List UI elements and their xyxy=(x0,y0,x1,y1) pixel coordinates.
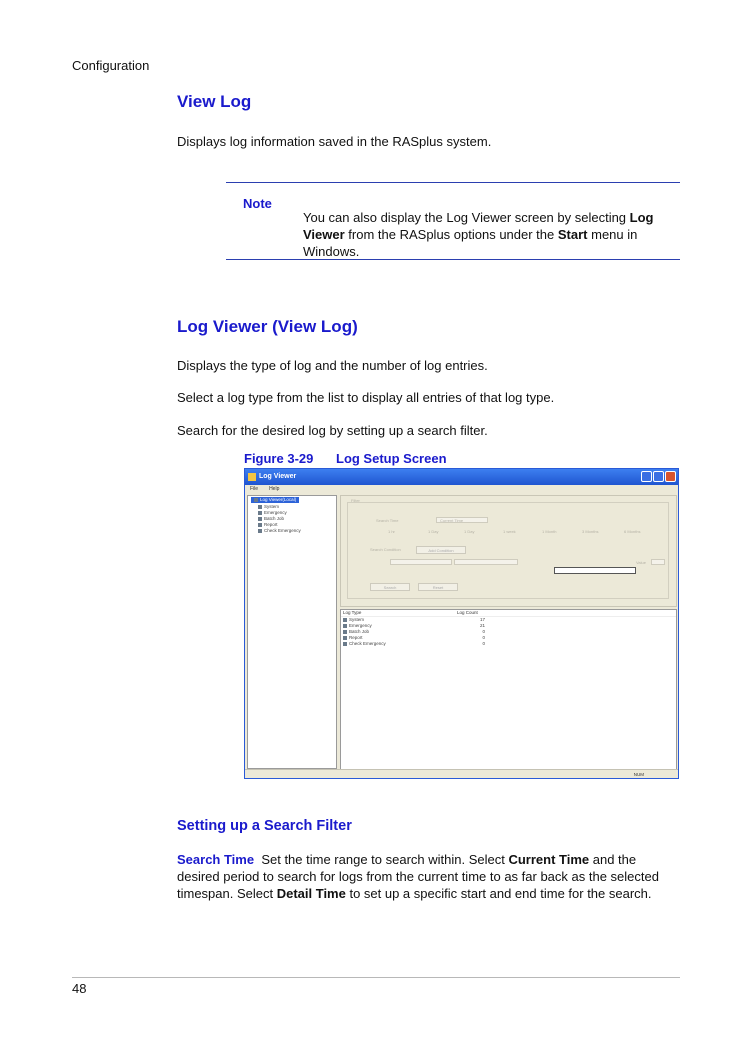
search-condition-label: Search Condition xyxy=(370,547,401,552)
log-viewer-screenshot xyxy=(244,468,679,779)
minimize-icon[interactable] xyxy=(641,471,652,482)
view-log-heading: View Log xyxy=(177,92,252,111)
column-header-log-count[interactable]: Log Count xyxy=(457,610,478,615)
table-row[interactable]: Report 0 xyxy=(341,635,676,641)
condition-field-select[interactable] xyxy=(390,559,452,565)
note-label: Note xyxy=(243,196,272,211)
app-icon xyxy=(248,473,256,481)
timespan-option-7[interactable]: 6 Months xyxy=(624,529,641,534)
figure-title: Log Setup Screen xyxy=(336,451,447,466)
log-icon xyxy=(258,529,262,533)
log-type-table xyxy=(340,609,677,770)
log-icon xyxy=(258,505,262,509)
timespan-option-4[interactable]: 1 week xyxy=(503,529,516,534)
value-label: Value xyxy=(636,560,646,565)
menu-file[interactable]: File xyxy=(250,486,259,492)
window-titlebar xyxy=(245,469,678,485)
close-icon[interactable] xyxy=(665,471,676,482)
condition-operator-select[interactable] xyxy=(454,559,518,565)
log-icon xyxy=(258,523,262,527)
log-viewer-para-2: Select a log type from the list to display all entries of that log type. xyxy=(177,390,555,405)
filter-group xyxy=(347,502,669,599)
search-time-paragraph: Search Time Set the time range to search within. Select Current Time and the desired period to search for logs from the current time to as far back as the selected timespan. Select Detail Time to set up a specific start and end time for the search. xyxy=(177,852,659,901)
log-icon xyxy=(343,636,347,640)
tree-root[interactable]: Log Viewer(Local) xyxy=(251,497,299,503)
status-num: NUM xyxy=(633,772,644,777)
folder-icon xyxy=(254,498,258,502)
window-title: Log Viewer xyxy=(259,473,297,480)
timespan-option-2[interactable]: 1 Day xyxy=(428,529,439,534)
condition-value-input[interactable] xyxy=(554,567,636,574)
timespan-option-3[interactable]: 1 Day xyxy=(464,529,475,534)
maximize-icon[interactable] xyxy=(653,471,664,482)
menu-help[interactable]: Help xyxy=(269,486,280,492)
timespan-option-1[interactable]: 1 hr xyxy=(388,529,395,534)
log-tree xyxy=(247,495,337,769)
value-select[interactable] xyxy=(651,559,665,565)
log-icon xyxy=(343,630,347,634)
figure-caption xyxy=(244,451,447,466)
filter-group-label: Filter xyxy=(351,498,360,503)
table-row[interactable]: Check Emergency 0 xyxy=(341,641,676,647)
note-top-rule xyxy=(226,182,680,183)
search-time-label: Search Time xyxy=(376,518,399,523)
log-icon xyxy=(343,642,347,646)
tree-item-batch-job[interactable]: Batch Job xyxy=(258,516,284,522)
tree-item-check-emergency[interactable]: Check Emergency xyxy=(258,528,301,534)
table-row[interactable]: Batch Job 0 xyxy=(341,629,676,635)
footer-rule xyxy=(72,977,680,978)
search-filter-heading: Setting up a Search Filter xyxy=(177,818,352,834)
log-icon xyxy=(258,517,262,521)
timespan-option-5[interactable]: 1 Month xyxy=(542,529,557,534)
running-header: Configuration xyxy=(72,58,150,73)
status-bar xyxy=(245,769,678,779)
log-viewer-para-3: Search for the desired log by setting up a search filter. xyxy=(177,423,488,438)
tree-item-system[interactable]: System xyxy=(258,504,279,510)
log-viewer-heading: Log Viewer (View Log) xyxy=(177,317,358,336)
menu-bar xyxy=(245,485,678,494)
note-text: You can also display the Log Viewer screen by selecting Log Viewer from the RASplus options under the Start menu in Windows. xyxy=(303,210,654,259)
table-row[interactable]: Emergency 21 xyxy=(341,623,676,629)
table-row[interactable]: System 17 xyxy=(341,617,676,623)
log-icon xyxy=(343,624,347,628)
log-icon xyxy=(258,511,262,515)
tree-item-emergency[interactable]: Emergency xyxy=(258,510,287,516)
figure-number: Figure 3-29 xyxy=(244,451,314,466)
filter-panel xyxy=(340,495,677,607)
add-condition-button[interactable]: Add Condition xyxy=(416,546,466,554)
reset-button[interactable]: Reset xyxy=(418,583,458,591)
search-button[interactable]: Search xyxy=(370,583,410,591)
log-viewer-para-1: Displays the type of log and the number of log entries. xyxy=(177,358,488,373)
search-time-select[interactable]: Current Time xyxy=(436,517,488,523)
timespan-option-6[interactable]: 3 Months xyxy=(582,529,599,534)
tree-item-report[interactable]: Report xyxy=(258,522,278,528)
page-number: 48 xyxy=(72,981,87,996)
note-bottom-rule xyxy=(226,259,680,260)
log-icon xyxy=(343,618,347,622)
column-header-log-type[interactable]: Log Type xyxy=(343,610,362,615)
view-log-description: Displays log information saved in the RASplus system. xyxy=(177,134,492,149)
